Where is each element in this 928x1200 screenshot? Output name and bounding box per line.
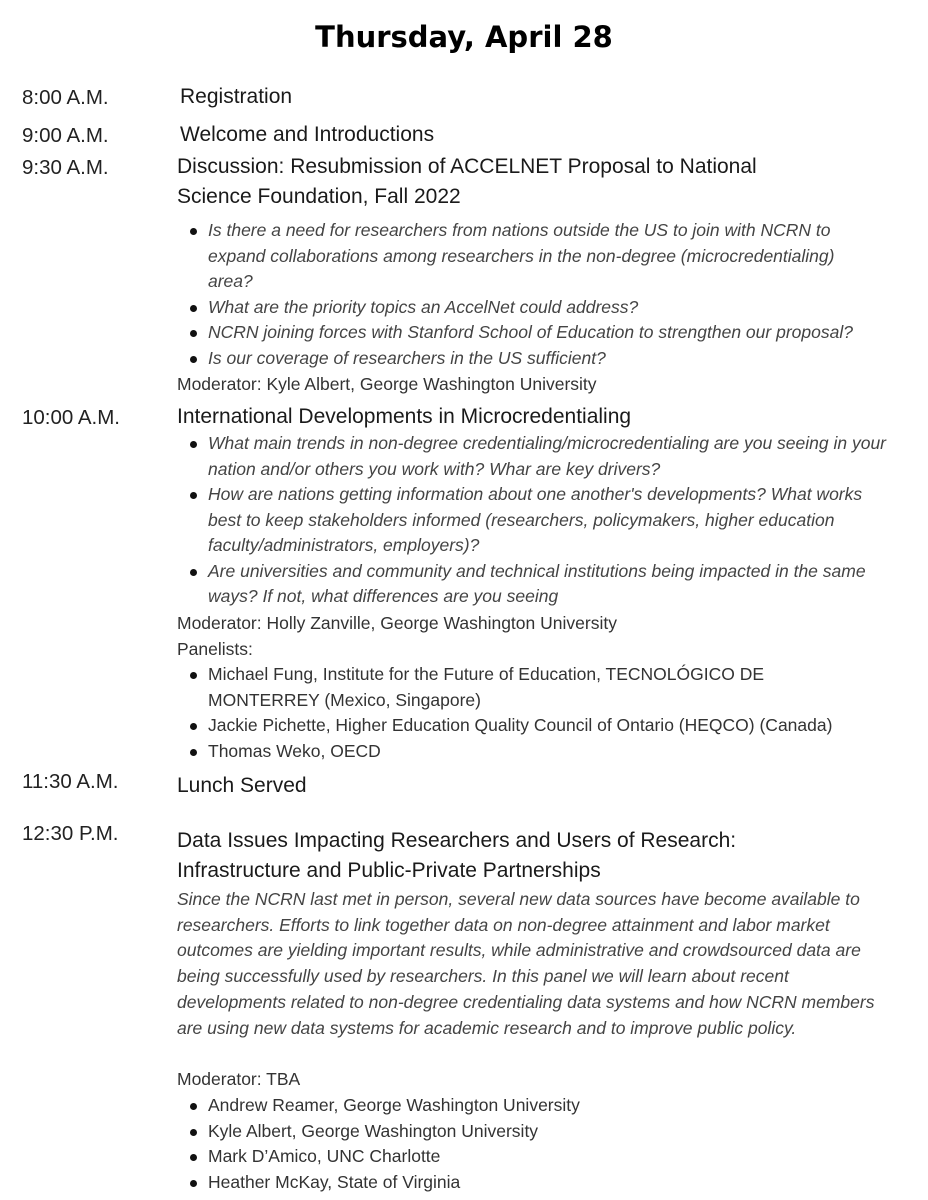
session-time: 12:30 P.M. (22, 822, 119, 845)
panelist-item: Thomas Weko, OECD (177, 739, 877, 765)
question-item: How are nations getting information about one another's developments? What works best to keep stakeholders informed (researchers, policymakers, higher education faculty/administrators, employers)? (177, 482, 887, 559)
session-heading: Lunch Served (177, 774, 307, 797)
session-heading: Registration (180, 85, 293, 108)
panelist-item: Mark D’Amico, UNC Charlotte (177, 1144, 877, 1170)
session-heading: Discussion: Resubmission of ACCELNET Proposal to National Science Foundation, Fall 2022 (177, 155, 757, 208)
page-title: Thursday, April 28 (315, 20, 613, 54)
session-time: 8:00 A.M. (22, 86, 109, 109)
moderator-text: Moderator: TBA (177, 1069, 301, 1089)
question-item: Are universities and community and technical institutions being impacted in the same ways? If not, what differences are you seeing (177, 559, 887, 610)
session-time: 11:30 A.M. (22, 770, 119, 793)
panelist-list (177, 1093, 877, 1195)
session-heading: Data Issues Impacting Researchers and Users of Research: Infrastructure and Public-Private Partnerships (177, 829, 737, 882)
panelist-item: Michael Fung, Institute for the Future of Education, TECNOLÓGICO DE MONTERREY (Mexico, Singapore) (177, 662, 808, 713)
question-item: NCRN joining forces with Stanford School of Education to strengthen our proposal? (177, 320, 857, 346)
session-heading: Welcome and Introductions (180, 123, 435, 146)
panelist-item: Andrew Reamer, George Washington University (177, 1093, 877, 1119)
session-time: 10:00 A.M. (22, 406, 121, 429)
panelist-list (177, 662, 877, 764)
question-item: Is our coverage of researchers in the US sufficient? (177, 346, 857, 372)
moderator-text: Moderator: Kyle Albert, George Washington University (177, 374, 597, 394)
question-item: Is there a need for researchers from nations outside the US to join with NCRN to expand collaborations among researchers in the non-degree (microcredentialing) area? (177, 218, 857, 295)
moderator-text: Moderator: Holly Zanville, George Washington University (177, 613, 617, 633)
session-time: 9:00 A.M. (22, 124, 109, 147)
panelists-label: Panelists: (177, 639, 253, 659)
panelist-item: Heather McKay, State of Virginia (177, 1170, 877, 1196)
panelist-item: Kyle Albert, George Washington University (177, 1119, 877, 1145)
session-heading: International Developments in Microcredentialing (177, 405, 632, 428)
discussion-questions (177, 218, 857, 371)
question-item: What main trends in non-degree credentialing/microcredentialing are you seeing in your nation and/or others you work with? Whar are key drivers? (177, 431, 887, 482)
session-time: 9:30 A.M. (22, 156, 109, 179)
session-description: Since the NCRN last met in person, several new data sources have become available to researchers. Efforts to link together data on non-degree attainment and labor market outcomes are yielding important results, while administrative and crowdsourced data are being successfully used by researchers. In this panel we will learn about recent developments related to non-degree credentialing data systems and how NCRN members are using new data systems for academic research and to improve public policy. (177, 889, 875, 1038)
question-item: What are the priority topics an AccelNet could address? (177, 295, 857, 321)
panelist-item: Jackie Pichette, Higher Education Quality Council of Ontario (HEQCO) (Canada) (177, 713, 877, 739)
discussion-questions (177, 431, 887, 610)
